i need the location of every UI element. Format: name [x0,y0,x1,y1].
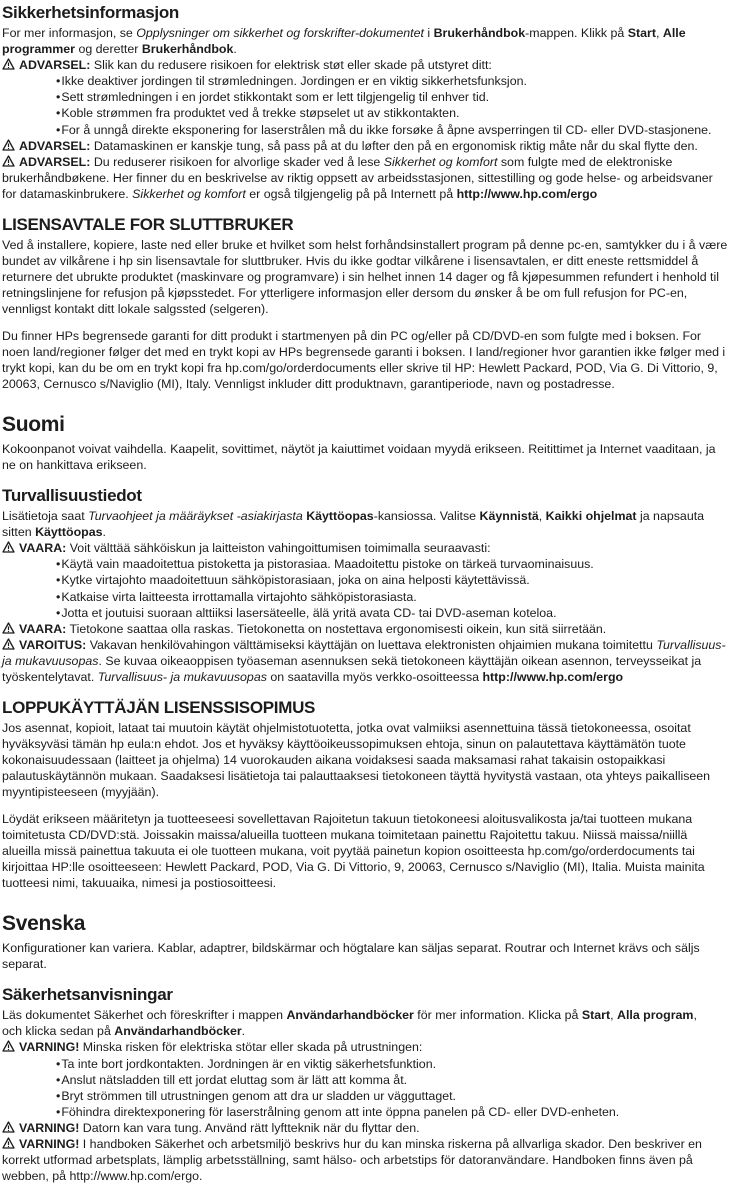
text-run: för mer information. Klicka på [413,1008,582,1023]
finnish-bullet-3 [2,589,729,605]
finnish-bullet-1 [2,556,729,572]
text-run: , [610,1008,617,1023]
text-run: Ikke deaktiver jordingen til strømledningen. Jordingen er en viktig sikkerhetsfunksjon. [61,74,527,89]
warning-label: ADVARSEL: [19,138,91,153]
bullet-dot: • [56,605,61,620]
text-run: Minska risken för elektriska stötar eller skada på utrustningen: [82,1040,423,1055]
warning-triangle-icon [2,638,15,650]
bold-text: Brukerhåndbok [141,42,234,57]
text-run: I handboken Säkerhet och arbetsmiljö beskrivs hur du kan minska riskerna på allvarliga skador. Den beskriver en korrekt utformad arbetsplats, lämplig arbetsställning, samt hälso- och arbetstips för datoranvändare. Handboken finns även på webben, på http://www.hp.com/ergo. [2,1136,702,1184]
warning-label: VAARA: [19,621,67,636]
varoitus-warning [2,637,729,685]
norwegian-bullet-2 [2,89,729,105]
italic-text: Sikkerhet og komfort [383,154,498,169]
norwegian-bullet-1 [2,73,729,89]
text-run: , [693,1008,697,1023]
bullet-dot: • [56,573,61,588]
url-text: http://www.hp.com/ergo [482,670,624,684]
bold-text: Användarhandböcker [114,1024,242,1039]
bold-text: Start [627,26,656,40]
warning-label: VARNING! [19,1120,80,1135]
norwegian-bullet-3 [2,105,729,121]
text-run: -mappen. Klikk på [525,26,628,40]
text-run: Tietokone saattaa olla raskas. Tietokonetta on nostettava ergonomisesti oikein, kun sitä siirretään. [69,621,607,636]
text-run: Löydät erikseen määritetyn ja tuotteeseesi sovellettavan Rajoitetun takuun tietokoneesi aloitusvalikosta ja/tai tuotteen mukana toimitetusta CD/DVD:stä. Joissakin maissa/alueilla tuotteen mukana toimitetaan painettu Rajoitettu takuu. Niissä maissa/niillä alueilla missä painettua takuuta ei ole tuotteen mukana, voit pyytää painetun kopion osoitteesta hp.com/go/orderdocuments tai kirjoittaa HP:lle osoitteeseen: Hewlett Packard, POD, Via G. Di Vittorio, 9, 20063, Cernusco s/Naviglio (MI), Italia. Muista mainita tuotteesi nimi, takuuaika, nimesi ja postiosoitteesi. [2,811,705,890]
text-run: i [423,26,434,40]
finnish-bullet-4 [2,605,729,621]
warning-label: VARNING! [19,1040,80,1055]
warning-label: VAARA: [19,541,67,556]
bold-text: Start [581,1008,611,1023]
text-run: Säkerhetsanvisningar [2,985,173,1005]
norwegian-safety-heading [2,2,729,23]
warning-triangle-icon [2,541,15,553]
warning-triangle-icon [2,155,15,167]
norwegian-bullet-4 [2,122,729,138]
swedish-intro-para [2,940,729,972]
swedish-safety-intro [2,1007,729,1039]
text-run: Bryt strömmen till utrustningen genom att dra ur sladden ur vägguttaget. [61,1088,456,1103]
text-run: For mer informasjon, se [2,26,137,40]
bullet-dot: • [56,1088,61,1103]
bullet-dot: • [56,557,61,572]
text-run: Kytke virtajohto maadoitettuun sähköpistorasiaan, joka on aina helposti käytettävissä. [61,573,530,588]
bold-text: Användarhandböcker [286,1008,414,1023]
text-run: Turvallisuustiedot [2,486,142,506]
text-run: Datorn kan vara tung. Använd rätt lyftteknik när du flyttar den. [82,1120,420,1135]
finnish-safety-heading [2,485,729,506]
varning-warning-3 [2,1136,729,1184]
warning-label: ADVARSEL: [19,58,91,73]
italic-text: Turvallisuus- ja mukavuusopas [97,670,267,684]
text-run: Katkaise virta laitteesta irrottamalla virtajohto sähköpistorasiasta. [61,589,417,604]
norwegian-warranty-para [2,328,729,392]
text-run: og deretter [75,42,142,57]
finnish-eula-para-1 [2,720,729,800]
swedish-bullet-2 [2,1072,729,1088]
finnish-intro-para [2,441,729,473]
text-run: Kokoonpanot voivat vaihdella. Kaapelit, sovittimet, näytöt ja kaiuttimet voidaan myydä erikseen. Reitittimet ja Internet vaaditaan, ja ne on hankittava erikseen. [2,441,716,472]
bullet-dot: • [56,1104,61,1119]
text-run: Anslut nätsladden till ett jordat eluttag som är lätt att komma åt. [61,1072,408,1087]
text-run: Läs dokumentet Säkerhet och föreskrifter i mappen [2,1008,287,1023]
italic-text: Turvallisuus- ja mukavuusopas [2,637,726,668]
bullet-dot: • [56,90,61,105]
advarsel-warning-2 [2,138,729,154]
warning-label: ADVARSEL: [19,154,91,169]
varning-warning-2 [2,1120,729,1136]
bullet-dot: • [56,589,61,604]
text-run: , [538,509,546,524]
text-run: Konfigurationer kan variera. Kablar, adaptrer, bildskärmar och högtalare kan säljas separat. Routrar och Internet krävs och säljs separat. [2,941,700,972]
warning-triangle-icon [2,139,15,151]
warning-triangle-icon [2,1121,15,1133]
italic-text: Turvaohjeet ja määräykset -asiakirjasta [88,509,303,524]
bold-text: Brukerhåndbok [433,26,526,40]
bold-text: Käyttöopas [35,525,103,540]
text-run: , [656,26,663,40]
swedish-bullet-4 [2,1104,729,1120]
warning-label: VARNING! [19,1136,80,1151]
bold-text: Alle programmer [2,26,686,57]
bullet-dot: • [56,106,61,121]
text-run: . Se kuvaa oikeaoppisen työaseman asennuksen sekä tietokoneen käyttäjän oikean asennon, terveysseikat ja työskentelytavat. [2,653,702,684]
italic-text: Sikkerhet og komfort [132,186,246,201]
text-run: Käytä vain maadoitettua pistoketta ja pistorasiaa. Maadoitettu pistoke on tärkeä turvaominaisuus. [61,557,594,572]
norwegian-eula-para-1 [2,237,729,317]
text-run: Datamaskinen er kanskje tung, så pass på at du løfter den på en ergonomisk riktig måte når du skal flytte den. [93,138,698,153]
text-run: Sikkerhetsinformasjon [2,3,179,22]
text-run: och klicka sedan på [2,1024,115,1039]
bullet-dot: • [56,74,61,89]
text-run: Föhindra direktexponering för laserstrålning genom att inte öppna panelen på CD- eller DVD-enheten. [61,1104,620,1119]
text-run: Du finner HPs begrensede garanti for ditt produkt i startmenyen på din PC og/eller på CD/DVD-en som fulgte med i boksen. For noen land/regioner følger det med en trykt kopi av HPs begrensede garanti i boksen. I land/regioner hvor garantien ikke følger med i trykt kopi, kan du be om en trykt kopi fra hp.com/go/orderdocuments eller skrive til HP: Hewlett Packard, POD, Via G. Di Vittorio, 9, 20063, Cernusco s/Naviglio (MI), Italy. Vennligst inkluder ditt produktnavn, garantiperiode, navn og postadresse. [2,328,726,391]
bold-text: Kaikki ohjelmat [545,509,637,524]
text-run: LISENSAVTALE FOR SLUTTBRUKER [2,215,294,235]
text-run: -kansiossa. Valitse [373,509,480,524]
bold-text: Alla program [617,1008,694,1023]
vaara-warning-1 [2,540,729,556]
swedish-language-heading [2,911,729,937]
text-run: on saatavilla myös verkko-osoitteessa [266,670,483,684]
varning-warning-1 [2,1039,729,1055]
finnish-language-heading [2,412,729,438]
vaara-warning-2 [2,621,729,637]
text-run: er også tilgjengelig på på Internett på [245,186,457,201]
warning-triangle-icon [2,58,15,70]
text-run: Vakavan henkilövahingon välttämiseksi käyttäjän on luettava elektronisten ohjaimien mukana toimitettu [89,637,657,652]
text-run: Koble strømmen fra produktet ved å trekke støpselet ut av stikkontakten. [61,106,460,121]
bullet-dot: • [56,122,61,137]
text-run: . [233,42,237,57]
finnish-bullet-2 [2,572,729,588]
text-run: Voit välttää sähköiskun ja laitteiston vahingoittumisen toimimalla seuraavasti: [69,541,491,556]
advarsel-warning-1 [2,57,729,73]
text-run: ja napsauta sitten [2,509,705,540]
text-run: . [241,1024,246,1039]
finnish-warranty-para [2,811,729,891]
text-run: . [102,525,106,540]
bullet-dot: • [56,1072,61,1087]
swedish-bullet-1 [2,1056,729,1072]
italic-text: Opplysninger om sikkerhet og forskrifter-dokumentet [136,26,424,40]
bold-text: Käyttöopas [306,509,374,524]
url-text: http://www.hp.com/ergo [456,186,598,201]
text-run: Jotta et joutuisi suoraan alttiiksi lasersäteelle, älä yritä avata CD- tai DVD-aseman koteloa. [61,605,557,620]
text-run: Ta inte bort jordkontakten. Jordningen är en viktig säkerhetsfunktion. [61,1056,437,1071]
bold-text: Käynnistä [479,509,539,524]
text-run: LOPPUKÄYTTÄJÄN LISENSSISOPIMUS [2,698,316,718]
warning-triangle-icon [2,1137,15,1149]
text-run: Ved å installere, kopiere, laste ned eller bruke et hvilket som helst forhåndsinstallert program på denne pc-en, samtykker du i å være bundet av vilkårene i hp sin lisensavtale for sluttbruker. Hvis du ikke godtar vilkårene i lisensavtalen, er ditt eneste rettsmiddel å returnere det ubrukte produktet (maskinvare og programvare) i sin helhet innen 14 dager og få kjøpesummen refundert i henhold til retningslinjene for refusjon på kjøpsstedet. For ytterligere informasjon eller dersom du ønsker å be om full refusjon for PC-en, vennligst kontakt ditt lokale salgssted (selgeren). [2,238,728,317]
norwegian-eula-heading [2,214,729,235]
norwegian-safety-intro [2,25,729,57]
bullet-dot: • [56,1056,61,1071]
text-run: Suomi [2,412,65,436]
text-run: For å unngå direkte eksponering for laserstrålen må du ikke forsøke å åpne avsperringen til CD- eller DVD-stasjonene. [61,122,712,137]
warning-label: VAROITUS: [19,637,87,652]
warning-triangle-icon [2,1040,15,1052]
text-run: Slik kan du redusere risikoen for elektrisk støt eller skade på utstyret ditt: [93,58,492,73]
text-run: Jos asennat, kopioit, lataat tai muutoin käytät ohjelmistotuotetta, jotka ovat valmiiksi asennettuina tässä tietokoneessa, osoitat hyväksyväsi tämän hp eula:n ehdot. Jos et hyväksy käyttöoikeussopimuksen ehtoja, sinun on palautettava käyttämätön tuote kokonaisuudessaan (laitteet ja ohjelma) 14 vuorokauden aikana voidaksesi saada maksamasi rahat takaisin ostopaikkasi palautuskäytännön mukaan. Saadaksesi lisätietoja tai palauttaaksesi tietokoneen täyttä hyvitystä vastaan, ota yhteys paikalliseen myyntipisteeseen (myyjään). [2,721,711,800]
advarsel-warning-3 [2,154,729,202]
text-run: Sett strømledningen i en jordet stikkontakt som er lett tilgjengelig til enhver tid. [61,90,490,105]
text-run: Svenska [2,912,86,936]
finnish-safety-intro [2,508,729,540]
warning-triangle-icon [2,622,15,634]
finnish-eula-heading [2,697,729,718]
swedish-safety-heading [2,984,729,1005]
text-run: som fulgte med de elektroniske brukerhåndbøkene. Her finner du en beskrivelse av riktig oppsett av arbeidsstasjonen, sittestilling og gode helse- og arbeidsvaner for datamaskinbrukere. [2,154,713,201]
text-run: Lisätietoja saat [2,509,89,524]
swedish-bullet-3 [2,1088,729,1104]
text-run: Du reduserer risikoen for alvorlige skader ved å lese [93,154,384,169]
